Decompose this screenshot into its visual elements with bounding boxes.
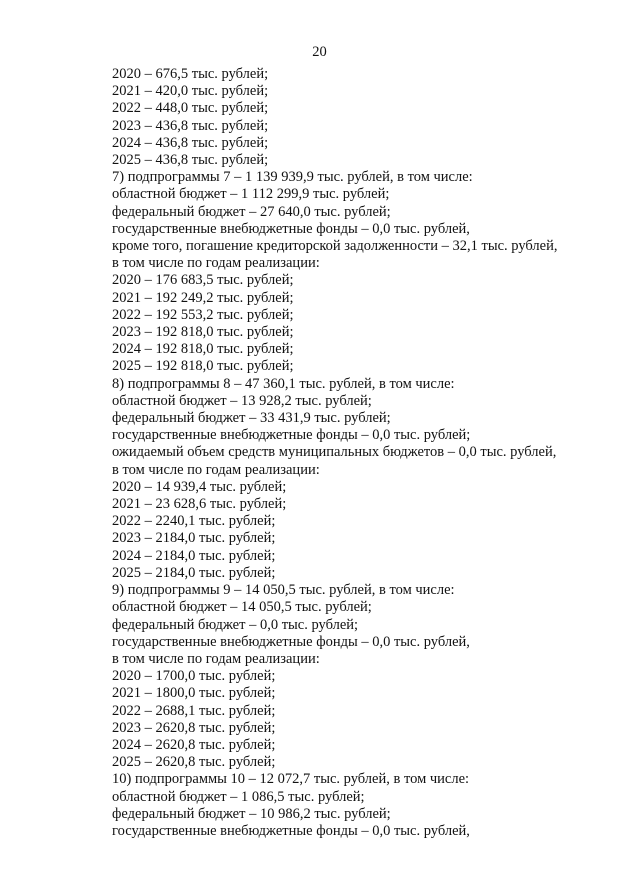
text-line: федеральный бюджет – 10 986,2 тыс. рублей;: [112, 805, 391, 822]
text-line: в том числе по годам реализации:: [112, 255, 320, 272]
text-line: 2023 – 2184,0 тыс. рублей;: [112, 530, 276, 547]
text-line: 2021 – 192 249,2 тыс. рублей;: [112, 289, 294, 306]
text-line: 2020 – 176 683,5 тыс. рублей;: [112, 272, 294, 289]
text-line: федеральный бюджет – 27 640,0 тыс. рублей;: [112, 203, 391, 220]
subprogram-heading: 8) подпрограммы 8 – 47 360,1 тыс. рублей, в том числе:: [112, 375, 455, 392]
text-line: 2022 – 448,0 тыс. рублей;: [112, 100, 269, 117]
text-line: 2020 – 1700,0 тыс. рублей;: [112, 668, 276, 685]
text-line: 2022 – 2240,1 тыс. рублей;: [112, 513, 276, 530]
text-line: в том числе по годам реализации:: [112, 461, 320, 478]
text-line: 2022 – 2688,1 тыс. рублей;: [112, 702, 276, 719]
document-body: [112, 66, 612, 840]
text-line: 2025 – 2620,8 тыс. рублей;: [112, 754, 276, 771]
text-line: 2024 – 2184,0 тыс. рублей;: [112, 547, 276, 564]
subprogram-heading: 9) подпрограммы 9 – 14 050,5 тыс. рублей, в том числе:: [112, 582, 455, 599]
text-line: 2023 – 2620,8 тыс. рублей;: [112, 719, 276, 736]
text-line: областной бюджет – 1 086,5 тыс. рублей;: [112, 788, 365, 805]
text-line: 2024 – 436,8 тыс. рублей;: [112, 134, 269, 151]
text-line: кроме того, погашение кредиторской задолженности – 32,1 тыс. рублей,: [112, 238, 558, 255]
text-line: в том числе по годам реализации:: [112, 650, 320, 667]
text-line: 2025 – 2184,0 тыс. рублей;: [112, 564, 276, 581]
subprogram-heading: 10) подпрограммы 10 – 12 072,7 тыс. рублей, в том числе:: [112, 771, 470, 788]
text-line: федеральный бюджет – 33 431,9 тыс. рублей;: [112, 410, 391, 427]
text-line: государственные внебюджетные фонды – 0,0 тыс. рублей,: [112, 220, 470, 237]
text-line: 2024 – 192 818,0 тыс. рублей;: [112, 341, 294, 358]
subprogram-heading: 7) подпрограммы 7 – 1 139 939,9 тыс. рублей, в том числе:: [112, 169, 473, 186]
text-line: 2023 – 436,8 тыс. рублей;: [112, 117, 269, 134]
text-line: 2024 – 2620,8 тыс. рублей;: [112, 736, 276, 753]
text-line: 2020 – 676,5 тыс. рублей;: [112, 66, 269, 82]
text-line: 2025 – 436,8 тыс. рублей;: [112, 152, 269, 169]
text-line: государственные внебюджетные фонды – 0,0 тыс. рублей,: [112, 633, 470, 650]
text-line: 2021 – 420,0 тыс. рублей;: [112, 83, 269, 100]
text-line: государственные внебюджетные фонды – 0,0 тыс. рублей;: [112, 427, 471, 444]
text-line: ожидаемый объем средств муниципальных бюджетов – 0,0 тыс. рублей,: [112, 444, 557, 461]
text-line: областной бюджет – 1 112 299,9 тыс. рублей;: [112, 186, 390, 203]
text-line: 2022 – 192 553,2 тыс. рублей;: [112, 306, 294, 323]
text-line: 2021 – 23 628,6 тыс. рублей;: [112, 496, 287, 513]
text-line: областной бюджет – 13 928,2 тыс. рублей;: [112, 392, 372, 409]
text-line: 2023 – 192 818,0 тыс. рублей;: [112, 324, 294, 341]
text-line: 2025 – 192 818,0 тыс. рублей;: [112, 358, 294, 375]
text-line: 2020 – 14 939,4 тыс. рублей;: [112, 478, 287, 495]
text-line: 2021 – 1800,0 тыс. рублей;: [112, 685, 276, 702]
text-line: государственные внебюджетные фонды – 0,0 тыс. рублей,: [112, 822, 470, 839]
text-line: областной бюджет – 14 050,5 тыс. рублей;: [112, 599, 372, 616]
page-number: 20: [312, 44, 327, 60]
text-line: федеральный бюджет – 0,0 тыс. рублей;: [112, 616, 359, 633]
